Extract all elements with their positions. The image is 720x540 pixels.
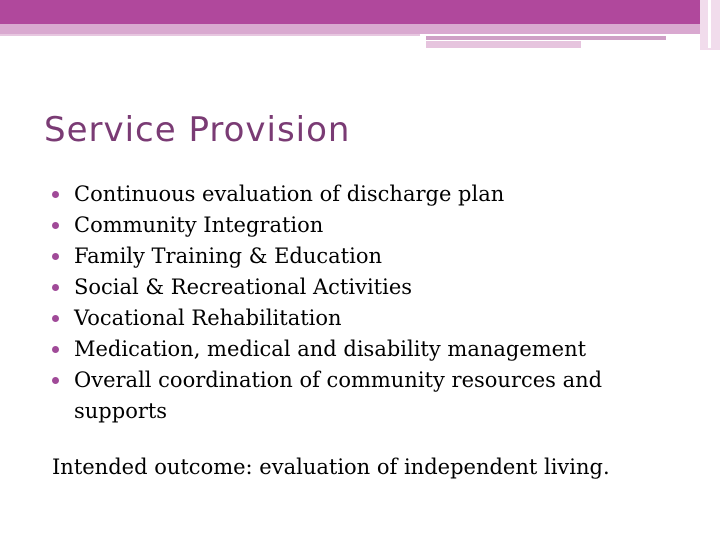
bullet-dot-icon [52, 284, 59, 291]
slide-title: Service Provision [44, 110, 351, 150]
header-banner [0, 0, 720, 50]
banner-corner-line [708, 0, 711, 48]
bullet-dot-icon [52, 315, 59, 322]
banner-band-lower [426, 36, 666, 40]
bullet-item [52, 210, 692, 241]
outcome-statement: Intended outcome: evaluation of independent living. [52, 455, 610, 479]
bullet-item [52, 334, 692, 365]
bullet-dot-icon [52, 253, 59, 260]
bullet-text: Social & Recreational Activities [74, 275, 413, 299]
banner-band-lower-short [426, 41, 581, 48]
bullet-item [52, 365, 692, 427]
bullet-item [52, 303, 692, 334]
bullet-dot-icon [52, 191, 59, 198]
bullet-text: Continuous evaluation of discharge plan [74, 182, 505, 206]
bullet-dot-icon [52, 346, 59, 353]
banner-band-middle [0, 24, 700, 34]
bullet-dot-icon [52, 222, 59, 229]
bullet-item [52, 179, 692, 210]
bullet-text: Family Training & Education [74, 244, 382, 268]
bullet-item [52, 272, 692, 303]
bullet-text: Vocational Rehabilitation [74, 306, 342, 330]
bullet-list [52, 179, 692, 427]
banner-band-top [0, 0, 700, 24]
bullet-text: Medication, medical and disability management [74, 337, 587, 361]
bullet-text: Overall coordination of community resources and supports [74, 368, 603, 423]
banner-band-thin [0, 34, 420, 36]
bullet-dot-icon [52, 377, 59, 384]
bullet-text: Community Integration [74, 213, 324, 237]
bullet-item [52, 241, 692, 272]
